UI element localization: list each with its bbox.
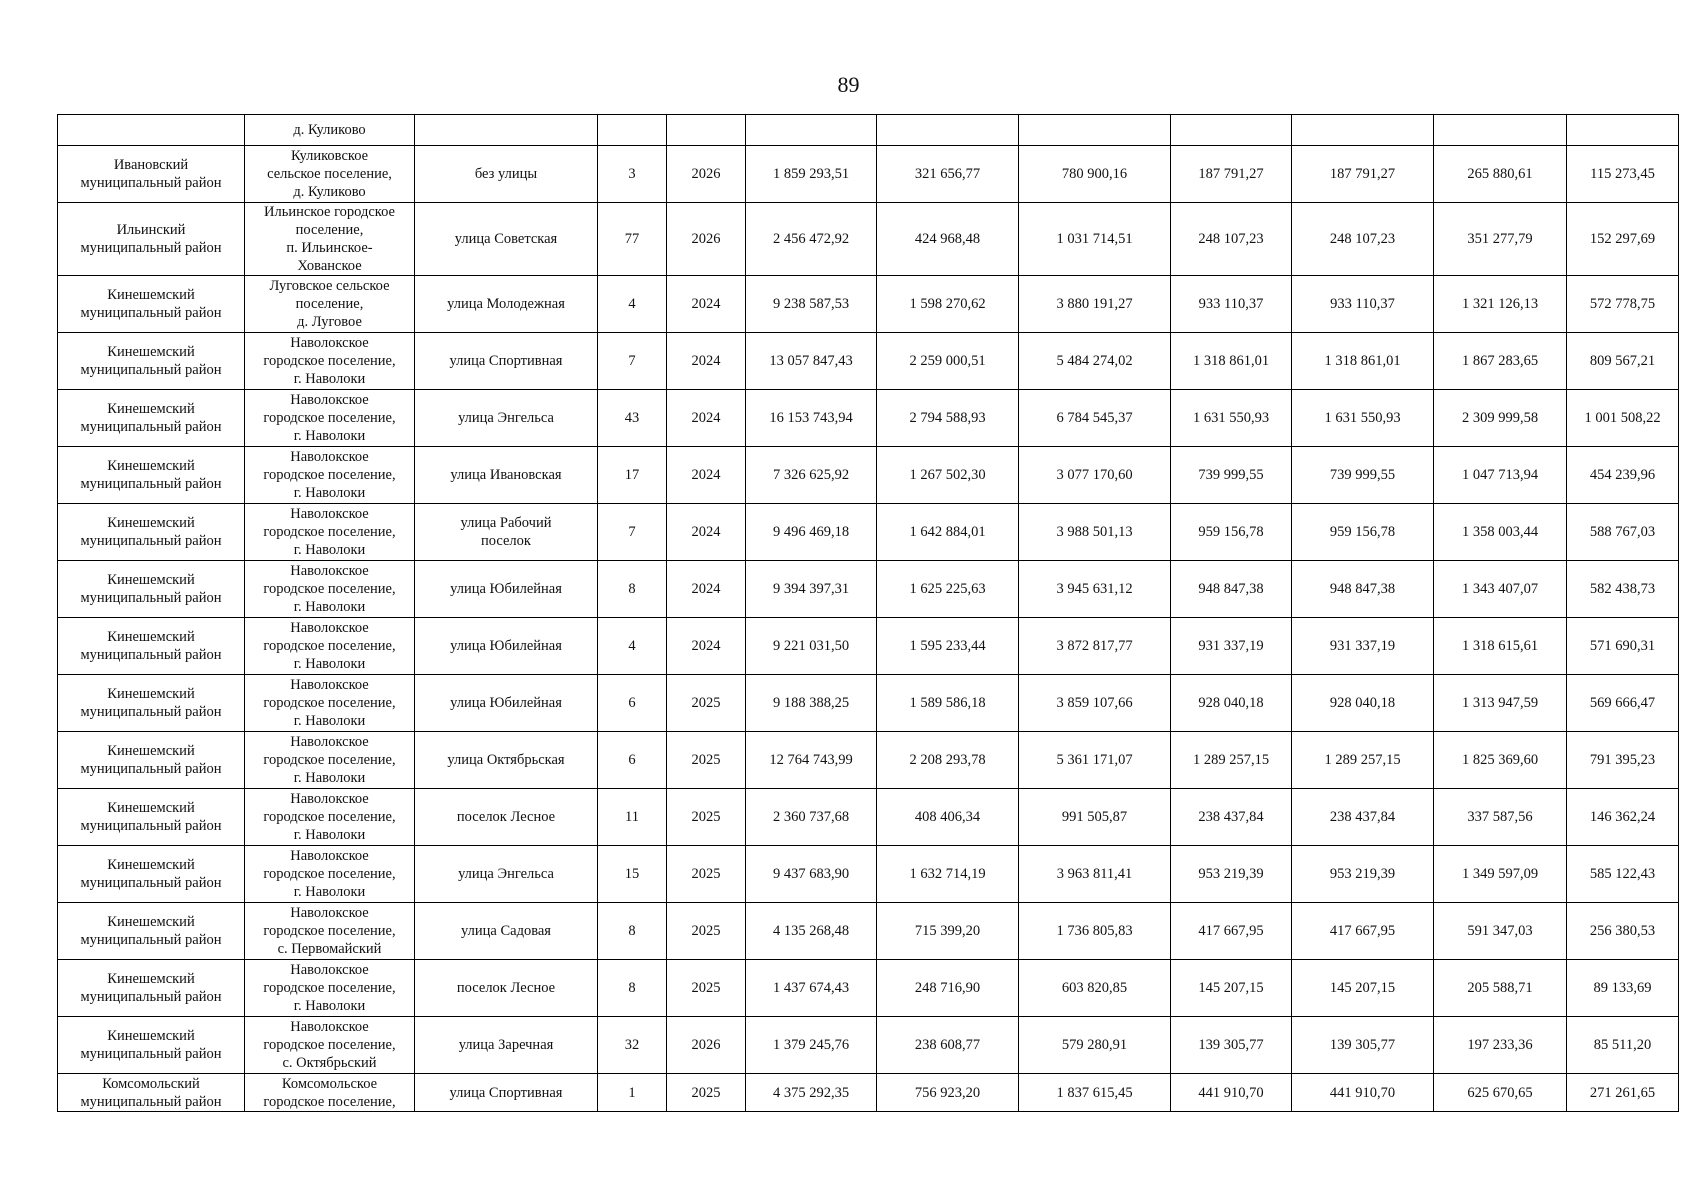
year-cell: 2025 xyxy=(667,675,746,732)
cost-col-6-cell: 337 587,56 xyxy=(1434,789,1567,846)
cost-col-7-cell: 809 567,21 xyxy=(1567,333,1679,390)
table-row xyxy=(58,903,1679,960)
cost-col-2-cell: 424 968,48 xyxy=(877,203,1019,276)
cost-col-3-cell: 3 077 170,60 xyxy=(1019,447,1171,504)
cost-col-2-cell: 1 267 502,30 xyxy=(877,447,1019,504)
district-cell: Кинешемский муниципальный район xyxy=(58,447,245,504)
year-cell: 2024 xyxy=(667,504,746,561)
district-cell: Кинешемский муниципальный район xyxy=(58,276,245,333)
year-cell xyxy=(667,115,746,146)
total-cost-cell: 1 379 245,76 xyxy=(746,1017,877,1074)
cost-col-3-cell: 579 280,91 xyxy=(1019,1017,1171,1074)
total-cost-cell: 7 326 625,92 xyxy=(746,447,877,504)
table-row xyxy=(58,333,1679,390)
cost-col-7-cell: 146 362,24 xyxy=(1567,789,1679,846)
cost-col-4-cell: 948 847,38 xyxy=(1171,561,1292,618)
district-cell: Кинешемский муниципальный район xyxy=(58,960,245,1017)
cost-col-3-cell xyxy=(1019,115,1171,146)
year-cell: 2024 xyxy=(667,618,746,675)
table-row xyxy=(58,960,1679,1017)
cost-col-4-cell: 739 999,55 xyxy=(1171,447,1292,504)
total-cost-cell: 9 188 388,25 xyxy=(746,675,877,732)
cost-col-5-cell: 441 910,70 xyxy=(1292,1074,1434,1112)
district-cell xyxy=(58,115,245,146)
cost-col-4-cell: 1 318 861,01 xyxy=(1171,333,1292,390)
street-cell: улица Спортивная xyxy=(415,333,598,390)
cost-col-3-cell: 1 736 805,83 xyxy=(1019,903,1171,960)
street-cell: улица Заречная xyxy=(415,1017,598,1074)
district-cell: Кинешемский муниципальный район xyxy=(58,390,245,447)
cost-col-7-cell: 1 001 508,22 xyxy=(1567,390,1679,447)
table-row xyxy=(58,561,1679,618)
year-cell: 2026 xyxy=(667,203,746,276)
settlement-cell: Наволокское городское поселение, г. Наволоки xyxy=(245,732,415,789)
cost-col-7-cell: 571 690,31 xyxy=(1567,618,1679,675)
street-cell: улица Спортивная xyxy=(415,1074,598,1112)
cost-col-6-cell: 197 233,36 xyxy=(1434,1017,1567,1074)
year-cell: 2024 xyxy=(667,447,746,504)
total-cost-cell: 9 496 469,18 xyxy=(746,504,877,561)
cost-col-5-cell: 948 847,38 xyxy=(1292,561,1434,618)
street-cell xyxy=(415,115,598,146)
total-cost-cell: 13 057 847,43 xyxy=(746,333,877,390)
district-cell: Ильинский муниципальный район xyxy=(58,203,245,276)
settlement-cell: Наволокское городское поселение, г. Наволоки xyxy=(245,789,415,846)
cost-col-4-cell: 238 437,84 xyxy=(1171,789,1292,846)
cost-col-5-cell: 739 999,55 xyxy=(1292,447,1434,504)
settlement-cell: Наволокское городское поселение, г. Наволоки xyxy=(245,618,415,675)
street-cell: улица Энгельса xyxy=(415,846,598,903)
cost-col-5-cell: 931 337,19 xyxy=(1292,618,1434,675)
total-cost-cell: 4 135 268,48 xyxy=(746,903,877,960)
cost-col-7-cell: 791 395,23 xyxy=(1567,732,1679,789)
house-number-cell: 4 xyxy=(598,618,667,675)
cost-col-4-cell: 145 207,15 xyxy=(1171,960,1292,1017)
total-cost-cell: 9 238 587,53 xyxy=(746,276,877,333)
cost-col-2-cell xyxy=(877,115,1019,146)
street-cell: улица Рабочий поселок xyxy=(415,504,598,561)
cost-col-5-cell: 928 040,18 xyxy=(1292,675,1434,732)
year-cell: 2025 xyxy=(667,789,746,846)
cost-col-2-cell: 756 923,20 xyxy=(877,1074,1019,1112)
cost-col-3-cell: 991 505,87 xyxy=(1019,789,1171,846)
settlement-cell: Наволокское городское поселение, г. Наволоки xyxy=(245,675,415,732)
settlement-cell: Комсомольское городское поселение, xyxy=(245,1074,415,1112)
year-cell: 2024 xyxy=(667,390,746,447)
data-table xyxy=(57,114,1679,1112)
cost-col-4-cell: 139 305,77 xyxy=(1171,1017,1292,1074)
table-row xyxy=(58,146,1679,203)
cost-col-7-cell: 85 511,20 xyxy=(1567,1017,1679,1074)
cost-col-6-cell: 1 349 597,09 xyxy=(1434,846,1567,903)
table-row xyxy=(58,732,1679,789)
table-row xyxy=(58,390,1679,447)
cost-col-6-cell: 1 313 947,59 xyxy=(1434,675,1567,732)
settlement-cell: Ильинское городское поселение, п. Ильинское- Хованское xyxy=(245,203,415,276)
year-cell: 2026 xyxy=(667,146,746,203)
district-cell: Кинешемский муниципальный район xyxy=(58,504,245,561)
cost-col-2-cell: 408 406,34 xyxy=(877,789,1019,846)
district-cell: Кинешемский муниципальный район xyxy=(58,903,245,960)
house-number-cell: 6 xyxy=(598,675,667,732)
settlement-cell: Наволокское городское поселение, с. Первомайский xyxy=(245,903,415,960)
cost-col-7-cell: 588 767,03 xyxy=(1567,504,1679,561)
cost-col-6-cell: 1 321 126,13 xyxy=(1434,276,1567,333)
cost-col-6-cell: 205 588,71 xyxy=(1434,960,1567,1017)
cost-col-6-cell: 265 880,61 xyxy=(1434,146,1567,203)
district-cell: Кинешемский муниципальный район xyxy=(58,561,245,618)
table-row xyxy=(58,675,1679,732)
table-row xyxy=(58,203,1679,276)
cost-col-5-cell: 139 305,77 xyxy=(1292,1017,1434,1074)
year-cell: 2025 xyxy=(667,1074,746,1112)
cost-col-2-cell: 1 595 233,44 xyxy=(877,618,1019,675)
cost-col-7-cell: 115 273,45 xyxy=(1567,146,1679,203)
cost-col-3-cell: 5 361 171,07 xyxy=(1019,732,1171,789)
cost-col-2-cell: 1 625 225,63 xyxy=(877,561,1019,618)
total-cost-cell: 2 456 472,92 xyxy=(746,203,877,276)
total-cost-cell: 1 859 293,51 xyxy=(746,146,877,203)
house-number-cell xyxy=(598,115,667,146)
house-number-cell: 43 xyxy=(598,390,667,447)
district-cell: Кинешемский муниципальный район xyxy=(58,732,245,789)
total-cost-cell: 2 360 737,68 xyxy=(746,789,877,846)
table-row xyxy=(58,846,1679,903)
cost-col-3-cell: 780 900,16 xyxy=(1019,146,1171,203)
table-row xyxy=(58,1074,1679,1112)
cost-col-6-cell: 1 047 713,94 xyxy=(1434,447,1567,504)
settlement-cell: Наволокское городское поселение, г. Наволоки xyxy=(245,561,415,618)
house-number-cell: 1 xyxy=(598,1074,667,1112)
settlement-cell: Наволокское городское поселение, г. Наволоки xyxy=(245,960,415,1017)
cost-col-6-cell: 1 343 407,07 xyxy=(1434,561,1567,618)
settlement-cell: Луговское сельское поселение, д. Луговое xyxy=(245,276,415,333)
cost-col-4-cell: 933 110,37 xyxy=(1171,276,1292,333)
settlement-cell: Наволокское городское поселение, г. Наволоки xyxy=(245,504,415,561)
cost-col-5-cell: 1 631 550,93 xyxy=(1292,390,1434,447)
house-number-cell: 8 xyxy=(598,960,667,1017)
cost-col-4-cell: 1 289 257,15 xyxy=(1171,732,1292,789)
street-cell: улица Юбилейная xyxy=(415,618,598,675)
street-cell: улица Садовая xyxy=(415,903,598,960)
total-cost-cell: 1 437 674,43 xyxy=(746,960,877,1017)
cost-col-2-cell: 2 794 588,93 xyxy=(877,390,1019,447)
street-cell: поселок Лесное xyxy=(415,960,598,1017)
district-cell: Кинешемский муниципальный район xyxy=(58,1017,245,1074)
cost-col-6-cell xyxy=(1434,115,1567,146)
cost-col-3-cell: 3 988 501,13 xyxy=(1019,504,1171,561)
cost-col-4-cell: 248 107,23 xyxy=(1171,203,1292,276)
page-number: 89 xyxy=(837,72,860,97)
cost-col-3-cell: 603 820,85 xyxy=(1019,960,1171,1017)
cost-col-6-cell: 351 277,79 xyxy=(1434,203,1567,276)
cost-col-7-cell: 271 261,65 xyxy=(1567,1074,1679,1112)
cost-col-7-cell: 582 438,73 xyxy=(1567,561,1679,618)
cost-col-3-cell: 3 859 107,66 xyxy=(1019,675,1171,732)
house-number-cell: 11 xyxy=(598,789,667,846)
district-cell: Кинешемский муниципальный район xyxy=(58,675,245,732)
cost-col-3-cell: 3 880 191,27 xyxy=(1019,276,1171,333)
year-cell: 2025 xyxy=(667,846,746,903)
cost-col-6-cell: 1 318 615,61 xyxy=(1434,618,1567,675)
settlement-cell: Куликовское сельское поселение, д. Куликово xyxy=(245,146,415,203)
district-cell: Кинешемский муниципальный район xyxy=(58,789,245,846)
total-cost-cell: 12 764 743,99 xyxy=(746,732,877,789)
settlement-cell: д. Куликово xyxy=(245,115,415,146)
cost-col-5-cell: 417 667,95 xyxy=(1292,903,1434,960)
street-cell: улица Энгельса xyxy=(415,390,598,447)
cost-col-2-cell: 238 608,77 xyxy=(877,1017,1019,1074)
cost-col-4-cell: 187 791,27 xyxy=(1171,146,1292,203)
cost-col-5-cell: 953 219,39 xyxy=(1292,846,1434,903)
house-number-cell: 15 xyxy=(598,846,667,903)
table-row xyxy=(58,447,1679,504)
cost-col-7-cell: 569 666,47 xyxy=(1567,675,1679,732)
district-cell: Кинешемский муниципальный район xyxy=(58,618,245,675)
cost-col-7-cell: 572 778,75 xyxy=(1567,276,1679,333)
cost-col-3-cell: 1 031 714,51 xyxy=(1019,203,1171,276)
cost-col-5-cell: 959 156,78 xyxy=(1292,504,1434,561)
house-number-cell: 7 xyxy=(598,504,667,561)
cost-col-7-cell: 152 297,69 xyxy=(1567,203,1679,276)
table-row xyxy=(58,618,1679,675)
house-number-cell: 6 xyxy=(598,732,667,789)
cost-col-3-cell: 3 872 817,77 xyxy=(1019,618,1171,675)
cost-col-5-cell: 238 437,84 xyxy=(1292,789,1434,846)
street-cell: улица Октябрьская xyxy=(415,732,598,789)
cost-col-2-cell: 2 208 293,78 xyxy=(877,732,1019,789)
district-cell: Комсомольский муниципальный район xyxy=(58,1074,245,1112)
cost-col-6-cell: 1 867 283,65 xyxy=(1434,333,1567,390)
cost-col-6-cell: 591 347,03 xyxy=(1434,903,1567,960)
cost-col-4-cell: 1 631 550,93 xyxy=(1171,390,1292,447)
cost-col-4-cell: 417 667,95 xyxy=(1171,903,1292,960)
table-row xyxy=(58,1017,1679,1074)
cost-col-5-cell: 248 107,23 xyxy=(1292,203,1434,276)
district-cell: Кинешемский муниципальный район xyxy=(58,846,245,903)
street-cell: поселок Лесное xyxy=(415,789,598,846)
total-cost-cell: 9 394 397,31 xyxy=(746,561,877,618)
table-row xyxy=(58,789,1679,846)
district-cell: Кинешемский муниципальный район xyxy=(58,333,245,390)
settlement-cell: Наволокское городское поселение, г. Наволоки xyxy=(245,390,415,447)
table-row xyxy=(58,276,1679,333)
cost-col-2-cell: 1 642 884,01 xyxy=(877,504,1019,561)
cost-col-3-cell: 1 837 615,45 xyxy=(1019,1074,1171,1112)
house-number-cell: 77 xyxy=(598,203,667,276)
cost-col-2-cell: 715 399,20 xyxy=(877,903,1019,960)
cost-col-4-cell: 928 040,18 xyxy=(1171,675,1292,732)
cost-col-5-cell: 187 791,27 xyxy=(1292,146,1434,203)
table-row xyxy=(58,115,1679,146)
house-number-cell: 17 xyxy=(598,447,667,504)
street-cell: без улицы xyxy=(415,146,598,203)
street-cell: улица Молодежная xyxy=(415,276,598,333)
house-number-cell: 3 xyxy=(598,146,667,203)
total-cost-cell xyxy=(746,115,877,146)
settlement-cell: Наволокское городское поселение, г. Наволоки xyxy=(245,447,415,504)
year-cell: 2024 xyxy=(667,561,746,618)
cost-col-2-cell: 1 589 586,18 xyxy=(877,675,1019,732)
house-number-cell: 32 xyxy=(598,1017,667,1074)
year-cell: 2024 xyxy=(667,276,746,333)
cost-col-7-cell: 454 239,96 xyxy=(1567,447,1679,504)
house-number-cell: 8 xyxy=(598,903,667,960)
cost-col-2-cell: 1 598 270,62 xyxy=(877,276,1019,333)
cost-col-4-cell: 931 337,19 xyxy=(1171,618,1292,675)
cost-col-3-cell: 5 484 274,02 xyxy=(1019,333,1171,390)
total-cost-cell: 16 153 743,94 xyxy=(746,390,877,447)
cost-col-6-cell: 625 670,65 xyxy=(1434,1074,1567,1112)
year-cell: 2025 xyxy=(667,732,746,789)
total-cost-cell: 4 375 292,35 xyxy=(746,1074,877,1112)
cost-col-6-cell: 2 309 999,58 xyxy=(1434,390,1567,447)
cost-col-7-cell: 585 122,43 xyxy=(1567,846,1679,903)
settlement-cell: Наволокское городское поселение, г. Наволоки xyxy=(245,846,415,903)
cost-col-3-cell: 3 945 631,12 xyxy=(1019,561,1171,618)
cost-col-7-cell xyxy=(1567,115,1679,146)
table-row xyxy=(58,504,1679,561)
year-cell: 2025 xyxy=(667,960,746,1017)
cost-col-2-cell: 1 632 714,19 xyxy=(877,846,1019,903)
house-number-cell: 8 xyxy=(598,561,667,618)
cost-col-7-cell: 89 133,69 xyxy=(1567,960,1679,1017)
cost-col-2-cell: 248 716,90 xyxy=(877,960,1019,1017)
street-cell: улица Юбилейная xyxy=(415,561,598,618)
total-cost-cell: 9 437 683,90 xyxy=(746,846,877,903)
street-cell: улица Советская xyxy=(415,203,598,276)
cost-col-2-cell: 321 656,77 xyxy=(877,146,1019,203)
cost-col-5-cell: 1 289 257,15 xyxy=(1292,732,1434,789)
cost-col-3-cell: 6 784 545,37 xyxy=(1019,390,1171,447)
cost-col-5-cell: 1 318 861,01 xyxy=(1292,333,1434,390)
street-cell: улица Юбилейная xyxy=(415,675,598,732)
cost-col-4-cell: 441 910,70 xyxy=(1171,1074,1292,1112)
house-number-cell: 7 xyxy=(598,333,667,390)
year-cell: 2026 xyxy=(667,1017,746,1074)
district-cell: Ивановский муниципальный район xyxy=(58,146,245,203)
settlement-cell: Наволокское городское поселение, с. Октябрьский xyxy=(245,1017,415,1074)
total-cost-cell: 9 221 031,50 xyxy=(746,618,877,675)
cost-col-5-cell: 933 110,37 xyxy=(1292,276,1434,333)
cost-col-4-cell: 959 156,78 xyxy=(1171,504,1292,561)
cost-col-4-cell xyxy=(1171,115,1292,146)
year-cell: 2025 xyxy=(667,903,746,960)
cost-col-6-cell: 1 825 369,60 xyxy=(1434,732,1567,789)
settlement-cell: Наволокское городское поселение, г. Наволоки xyxy=(245,333,415,390)
cost-col-5-cell xyxy=(1292,115,1434,146)
cost-col-4-cell: 953 219,39 xyxy=(1171,846,1292,903)
cost-col-3-cell: 3 963 811,41 xyxy=(1019,846,1171,903)
house-number-cell: 4 xyxy=(598,276,667,333)
cost-col-6-cell: 1 358 003,44 xyxy=(1434,504,1567,561)
cost-col-2-cell: 2 259 000,51 xyxy=(877,333,1019,390)
cost-col-5-cell: 145 207,15 xyxy=(1292,960,1434,1017)
cost-col-7-cell: 256 380,53 xyxy=(1567,903,1679,960)
year-cell: 2024 xyxy=(667,333,746,390)
street-cell: улица Ивановская xyxy=(415,447,598,504)
